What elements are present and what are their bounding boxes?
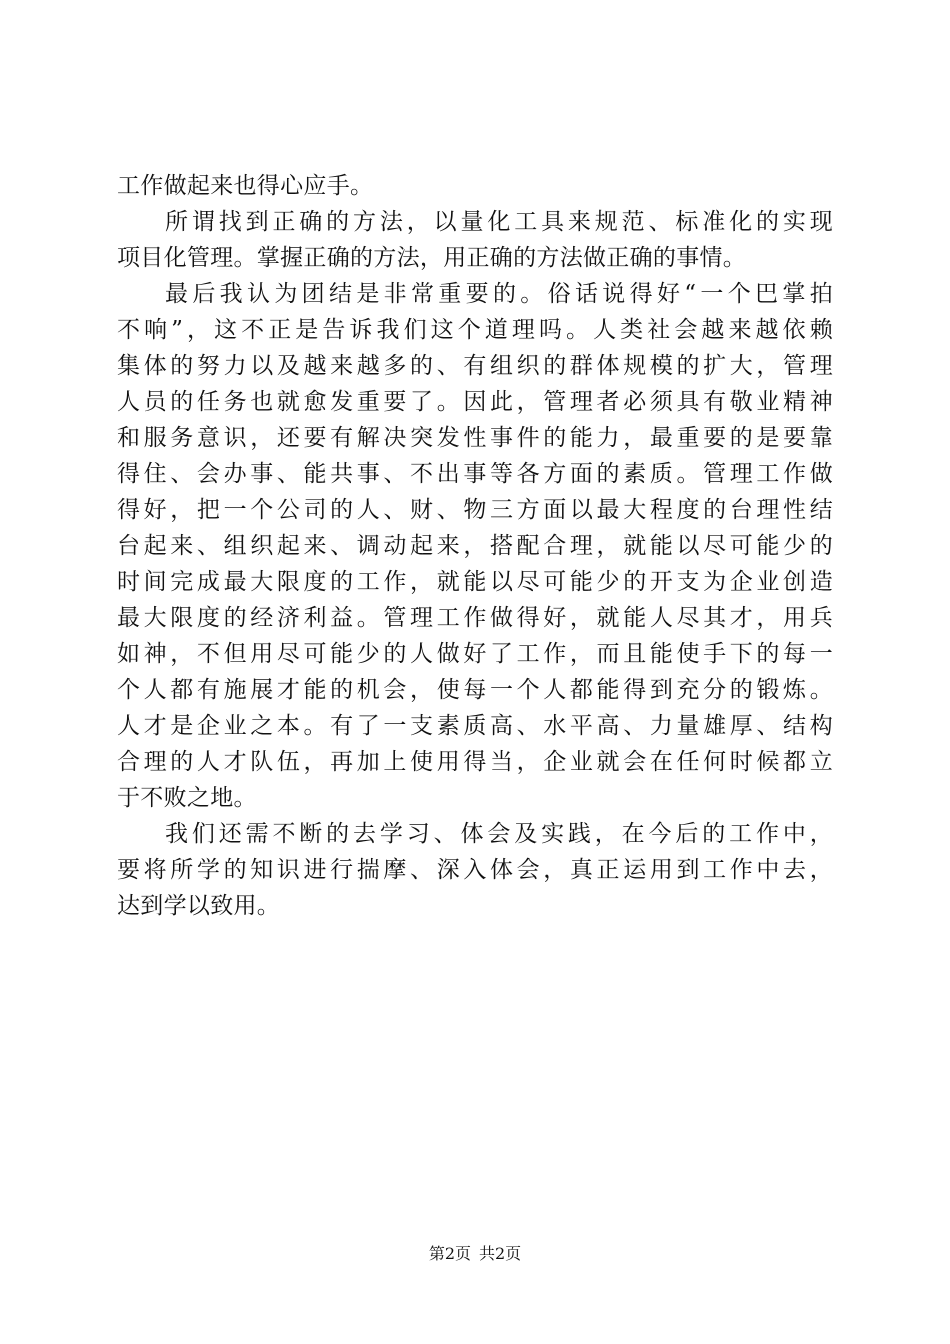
text-line: 我们还需不断的去学习、体会及实践，在今后的工作中，	[165, 821, 833, 847]
text-line: 个人都有施展才能的机会，使每一个人都能得到充分的锻炼。	[117, 677, 833, 703]
text-line: 时间完成最大限度的工作，就能以尽可能少的开支为企业创造	[117, 569, 833, 595]
text-line: 台起来、组织起来、调动起来，搭配合理，就能以尽可能少的	[117, 533, 833, 559]
text-line: 工作做起来也得心应手。	[117, 173, 374, 199]
text-line: 不响”，这不正是告诉我们这个道理吗。人类社会越来越依赖	[117, 317, 833, 343]
text-line: 得住、会办事、能共事、不出事等各方面的素质。管理工作做	[117, 461, 833, 487]
text-line: 得好，把一个公司的人、财、物三方面以最大程度的台理性结	[117, 497, 833, 523]
document-body	[117, 168, 833, 924]
paragraph-1	[117, 168, 833, 204]
text-line: 人员的任务也就愈发重要了。因此，管理者必须具有敬业精神	[117, 389, 833, 415]
page-total: 共2页	[479, 1244, 522, 1263]
text-line: 最大限度的经济利益。管理工作做得好，就能人尽其才，用兵	[117, 605, 833, 631]
paragraph-3	[117, 276, 833, 816]
paragraph-4	[117, 816, 833, 924]
text-line: 合理的人才队伍，再加上使用得当，企业就会在任何时候都立	[117, 749, 833, 775]
text-line: 最后我认为团结是非常重要的。俗话说得好“一个巴掌拍	[165, 281, 833, 307]
text-line: 如神，不但用尽可能少的人做好了工作，而且能使手下的每一	[117, 641, 833, 667]
text-line: 于不败之地。	[117, 785, 257, 811]
text-line: 人才是企业之本。有了一支素质高、水平高、力量雄厚、结构	[117, 713, 833, 739]
text-line: 所谓找到正确的方法，以量化工具来规范、标准化的实现	[165, 209, 833, 235]
text-line: 达到学以致用。	[117, 893, 281, 919]
text-line: 项目化管理。掌握正确的方法，用正确的方法做正确的事情。	[117, 245, 747, 271]
text-line: 和服务意识，还要有解决突发性事件的能力，最重要的是要靠	[117, 425, 833, 451]
text-line: 要将所学的知识进行揣摩、深入体会，真正运用到工作中去，	[117, 857, 833, 883]
page-number: 第2页	[428, 1244, 471, 1263]
text-line: 集体的努力以及越来越多的、有组织的群体规模的扩大，管理	[117, 353, 833, 379]
page-footer	[0, 1243, 950, 1265]
paragraph-2	[117, 204, 833, 276]
